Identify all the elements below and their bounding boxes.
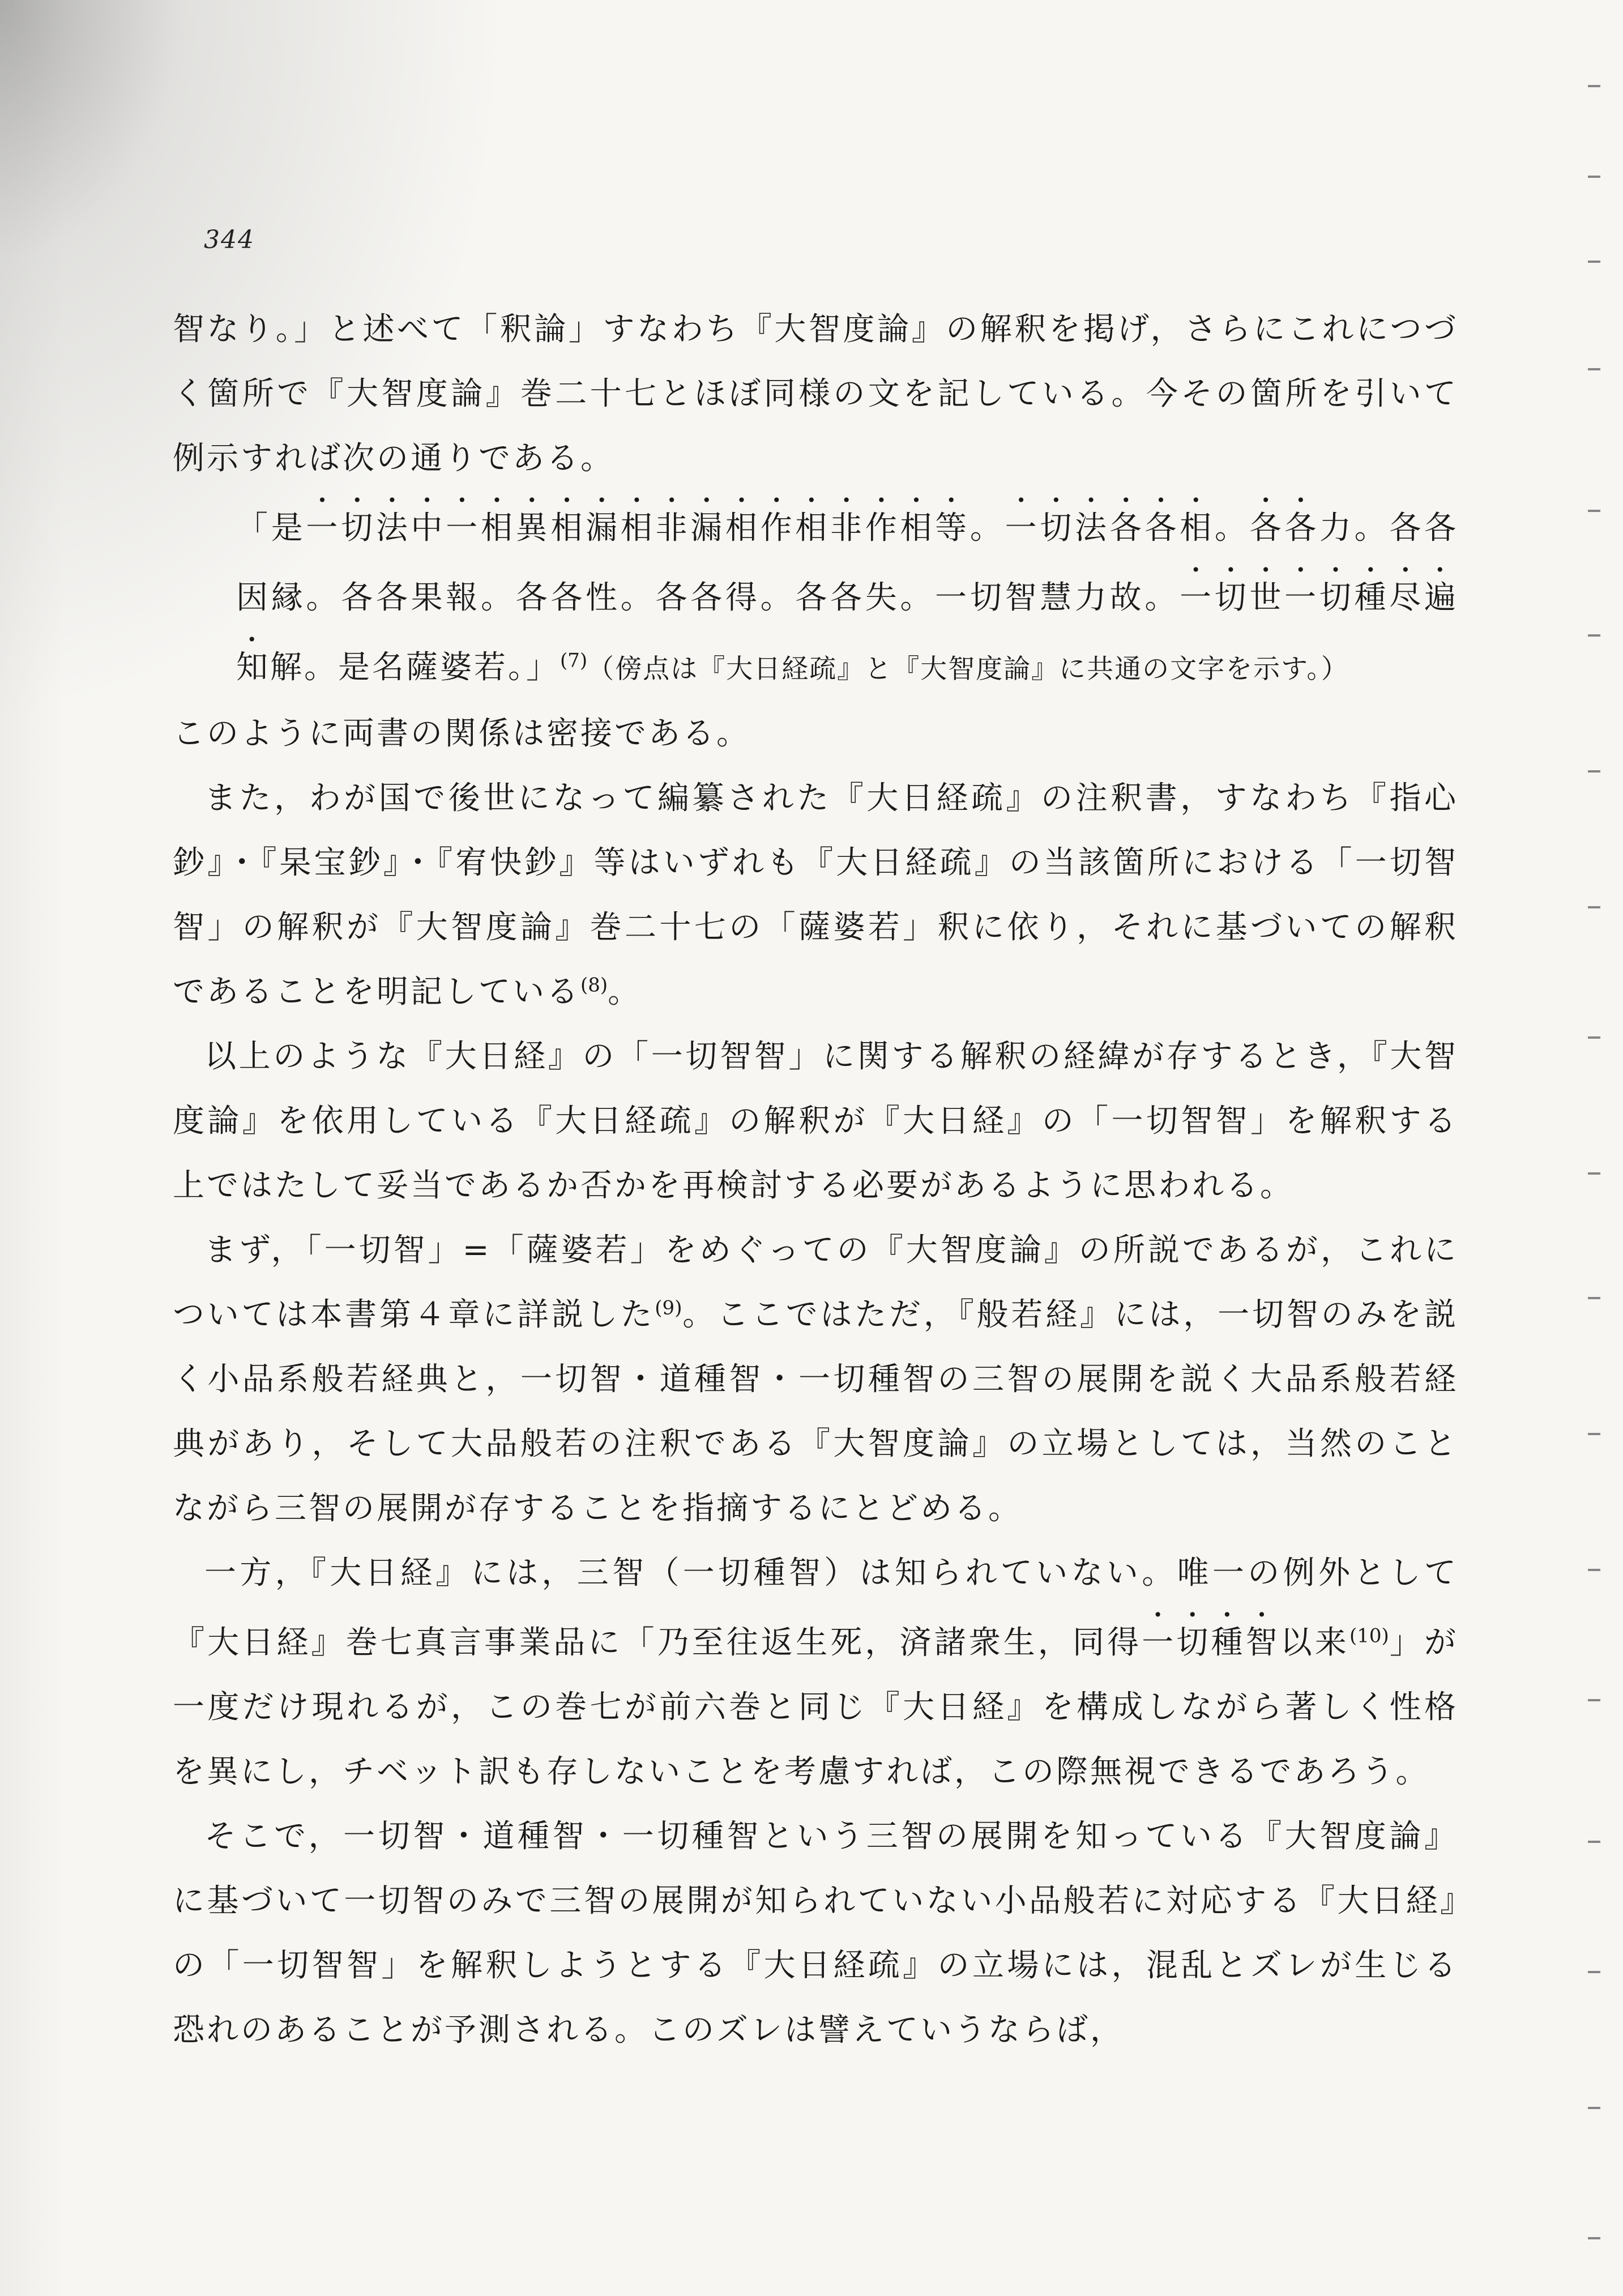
paragraph-6-rest: 」が一度だけ現れるが，この巻七が前六巻と同じ『大日経』を構成しながら著しく性格を異にし，チベット訳も存しないことを考慮すれば，この際無視できるであろう。 xyxy=(173,1624,1459,1790)
quote-dotted-1: 一切法中一相異相漏相非漏相作相非作相等 xyxy=(306,510,970,547)
paragraph-5-text: まず，「一切智」=「薩婆若」をめぐっての『大智度論』の所説であるが，これについては本書第４章に詳説した xyxy=(173,1232,1458,1333)
paragraph-6-text: 一方，『大日経』には，三智（一切種智）は知られていない。唯一の例外として『大日経』巻七真言事業品に「乃至往返生死，済諸衆生，同得 xyxy=(173,1555,1458,1661)
block-quote xyxy=(236,491,1458,702)
paragraph-6-dotted: 一切種智 xyxy=(1142,1624,1280,1661)
quote-part-3: 。 xyxy=(1214,510,1250,547)
paragraph-7: そこで，一切智・道種智・一切種智という三智の展開を知っている『大智度論』に基づいて一切智のみで三智の展開が知られていない小品般若に対応する『大日経』の「一切智智」を解釈しようとする『大日経疏』の立場には，混乱とズレが生じる恐れのあることが予測される。このズレは譬えていうならば， xyxy=(173,1818,1458,2049)
paragraph-3 xyxy=(173,766,1458,1025)
footnote-ref-10: (10) xyxy=(1349,1624,1389,1648)
paragraph-6 xyxy=(173,1541,1458,1804)
quote-dotted-3: 各各 xyxy=(1249,510,1319,547)
paragraph-5 xyxy=(173,1218,1458,1541)
page-edge-marks xyxy=(1583,0,1600,2296)
footnote-ref-9: (9) xyxy=(655,1296,682,1320)
quote-part-2: 。 xyxy=(969,510,1005,547)
footnote-ref-8: (8) xyxy=(580,974,608,997)
quote-part-1: 「是 xyxy=(236,510,306,547)
quote-dotted-2: 一切法各各相 xyxy=(1005,510,1215,547)
paragraph-3-end: 。 xyxy=(608,974,642,1010)
paragraph-6-mid: 以来 xyxy=(1280,1624,1349,1661)
quote-note: （傍点は『大日経疏』と『大智度論』に共通の文字を示す。） xyxy=(587,654,1349,685)
paragraph-3-text: また，わが国で後世になって編纂された『大日経疏』の注釈書，すなわち『指心鈔』・『杲宝鈔』・『宥快鈔』等はいずれも『大日経疏』の当該箇所における「一切智智」の解釈が『大智度論』巻二十七の「薩婆若」釈に依り，それに基づいての解釈であることを明記している xyxy=(173,780,1459,1010)
body-text xyxy=(173,297,1458,2063)
paragraph-1: 智なり。」と述べて「釈論」すなわち『大智度論』の解釈を掲げ，さらにこれにつづく箇所で『大智度論』巻二十七とほぼ同様の文を記している。今その箇所を引いて例示すれば次の通りである。 xyxy=(173,311,1459,477)
quote-dotted-4: 一切世一切種尽遍知 xyxy=(236,579,1459,686)
quote-part-4: 力。各各因縁。各各果報。各各性。各各得。各各失。一切智慧力故。 xyxy=(236,510,1459,616)
footnote-ref-7: (7) xyxy=(560,649,588,672)
page-number: 344 xyxy=(204,225,255,254)
paragraph-4: 以上のような『大日経』の「一切智智」に関する解釈の経緯が存するとき，『大智度論』を依用している『大日経疏』の解釈が『大日経』の「一切智智」を解釈する上ではたして妥当であるか否かを再検討する必要があるように思われる。 xyxy=(173,1038,1458,1204)
paragraph-5-rest: 。ここではただ，『般若経』には，一切智のみを説く小品系般若経典と，一切智・道種智・一切種智の三智の展開を説く大品系般若経典があり，そして大品般若の注釈である『大智度論』の立場としては，当然のことながら三智の展開が存することを指摘するにとどめる。 xyxy=(173,1296,1459,1527)
paragraph-2: このように両書の関係は密接である。 xyxy=(173,715,750,752)
quote-part-5: 解。是名薩婆若。」 xyxy=(270,649,560,686)
